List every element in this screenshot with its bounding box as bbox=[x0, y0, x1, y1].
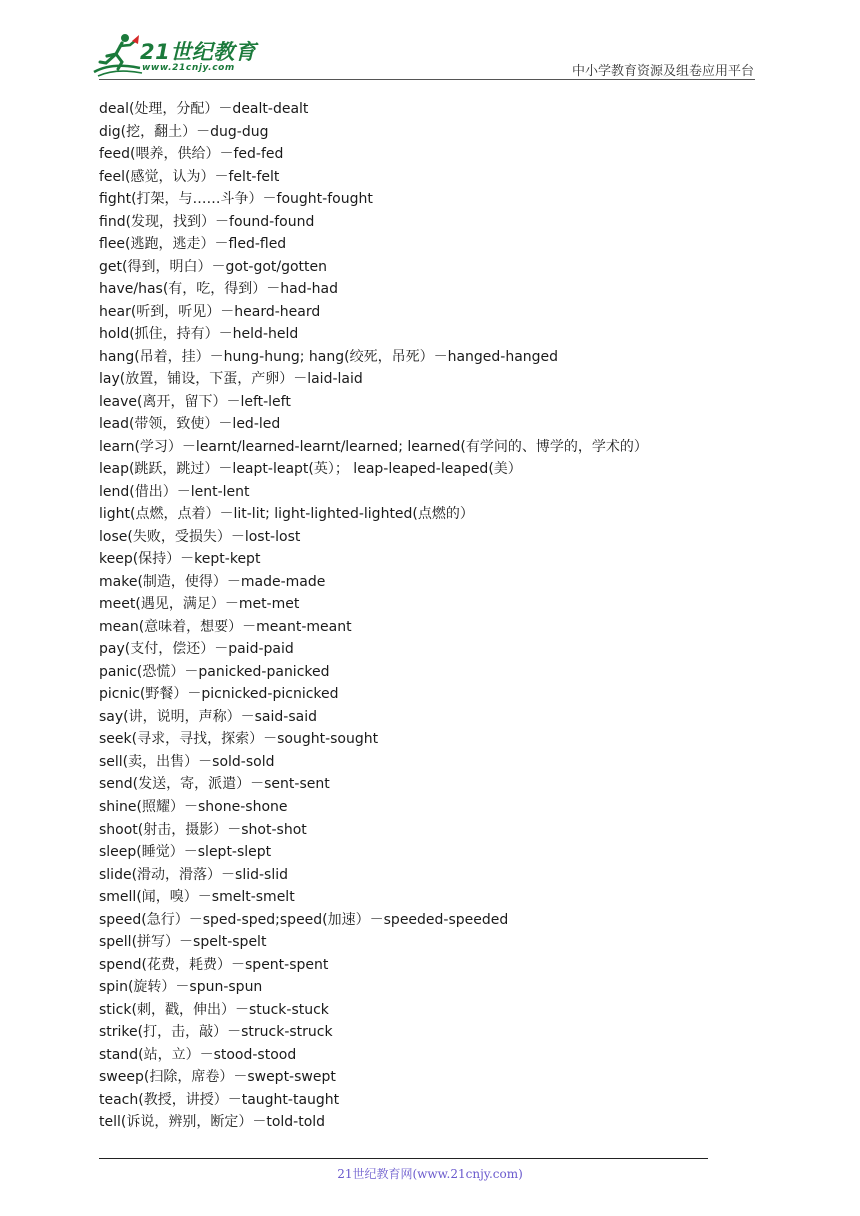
runner-logo-icon bbox=[92, 32, 144, 78]
platform-title: 中小学教育资源及组卷应用平台 bbox=[571, 64, 754, 79]
verb-entry: lay(放置，铺设，下蛋，产卵）－laid-laid bbox=[99, 371, 363, 388]
footer-divider bbox=[99, 1158, 708, 1159]
verb-entry: stick(刺，戳，伸出）－stuck-stuck bbox=[99, 1001, 329, 1018]
verb-entry: make(制造，使得）－made-made bbox=[99, 573, 326, 590]
verb-entry: sweep(扫除，席卷）－swept-swept bbox=[99, 1069, 336, 1086]
verb-entry: hear(听到，听见）－heard-heard bbox=[99, 303, 321, 320]
verb-entry: stand(站，立）－stood-stood bbox=[99, 1046, 297, 1063]
logo-text: 21世纪教育 bbox=[140, 40, 257, 64]
verb-entry: get(得到，明白）－got-got/gotten bbox=[99, 258, 328, 275]
verb-entry: sell(卖，出售）－sold-sold bbox=[99, 753, 275, 770]
verb-entry: shine(照耀）－shone-shone bbox=[99, 798, 288, 815]
verb-entry: strike(打，击，敲）－struck-struck bbox=[99, 1024, 333, 1041]
verb-entry: seek(寻求，寻找，探索）－sought-sought bbox=[99, 731, 379, 748]
verb-entry: hold(抓住，持有）－held-held bbox=[99, 326, 299, 343]
page-header bbox=[0, 0, 860, 90]
verb-entry: meet(遇见，满足）－met-met bbox=[99, 596, 300, 613]
verb-entry: learn(学习）－learnt/learned-learnt/learned; learned(有学问的、博学的，学术的） bbox=[99, 438, 648, 455]
site-logo[interactable] bbox=[92, 32, 267, 80]
verb-entry: light(点燃，点着）－lit-lit; light-lighted-lighted(点燃的） bbox=[99, 506, 474, 523]
verb-entry: flee(逃跑，逃走）－fled-fled bbox=[99, 236, 287, 253]
verb-entry: slide(滑动，滑落）－slid-slid bbox=[99, 866, 289, 883]
verb-entry: teach(教授，讲授）－taught-taught bbox=[99, 1091, 340, 1108]
verb-entry: keep(保持）－kept-kept bbox=[99, 551, 261, 568]
logo-url: www.21cnjy.com bbox=[142, 63, 235, 73]
verb-entry: send(发送，寄，派遣）－sent-sent bbox=[99, 776, 330, 793]
footer-source[interactable]: 21世纪教育网(www.21cnjy.com) bbox=[337, 1167, 523, 1181]
verb-entry: spend(花费，耗费）－spent-spent bbox=[99, 956, 329, 973]
verb-entry: leap(跳跃，跳过）－leapt-leapt(英）； leap-leaped-leaped(美） bbox=[99, 461, 522, 478]
verb-entry: fight(打架，与……斗争）－fought-fought bbox=[99, 191, 373, 208]
verb-entry: lend(借出）－lent-lent bbox=[99, 483, 250, 500]
verb-entry: hang(吊着，挂）－hung-hung; hang(绞死，吊死）－hanged-hanged bbox=[99, 348, 559, 365]
verb-entry: spin(旋转）－spun-spun bbox=[99, 979, 263, 996]
verb-entry: shoot(射击，摄影）－shot-shot bbox=[99, 821, 307, 838]
verb-entry: deal(处理，分配）－dealt-dealt bbox=[99, 101, 309, 117]
verb-entry: lose(失败，受损失）－lost-lost bbox=[99, 528, 301, 545]
verb-entry: smell(闻，嗅）－smelt-smelt bbox=[99, 889, 295, 906]
verb-entry: have/has(有，吃，得到）－had-had bbox=[99, 281, 339, 298]
verb-entry: feel(感觉，认为）－felt-felt bbox=[99, 168, 280, 185]
verb-entry: sleep(睡觉）－slept-slept bbox=[99, 844, 272, 861]
verb-entry: dig(挖，翻土）－dug-dug bbox=[99, 123, 269, 140]
verb-entry: panic(恐慌）－panicked-panicked bbox=[99, 663, 330, 680]
verb-entry: mean(意味着，想要）－meant-meant bbox=[99, 618, 352, 635]
verb-entry: picnic(野餐）－picnicked-picnicked bbox=[99, 686, 339, 703]
verb-entry: pay(支付，偿还）－paid-paid bbox=[99, 641, 294, 658]
verb-entry: spell(拼写）－spelt-spelt bbox=[99, 934, 267, 951]
irregular-verb-list bbox=[99, 98, 759, 1134]
header-divider bbox=[99, 79, 755, 80]
verb-entry: lead(带领，致使）－led-led bbox=[99, 416, 281, 433]
verb-entry: speed(急行）－sped-sped;speed(加速）－speeded-speeded bbox=[99, 911, 509, 928]
verb-entry: find(发现，找到）－found-found bbox=[99, 213, 315, 230]
verb-entry: feed(喂养，供给）－fed-fed bbox=[99, 146, 284, 163]
verb-entry: leave(离开，留下）－left-left bbox=[99, 393, 291, 410]
verb-entry: say(讲，说明，声称）－said-said bbox=[99, 708, 317, 725]
verb-entry: tell(诉说，辨别，断定）－told-told bbox=[99, 1114, 326, 1131]
